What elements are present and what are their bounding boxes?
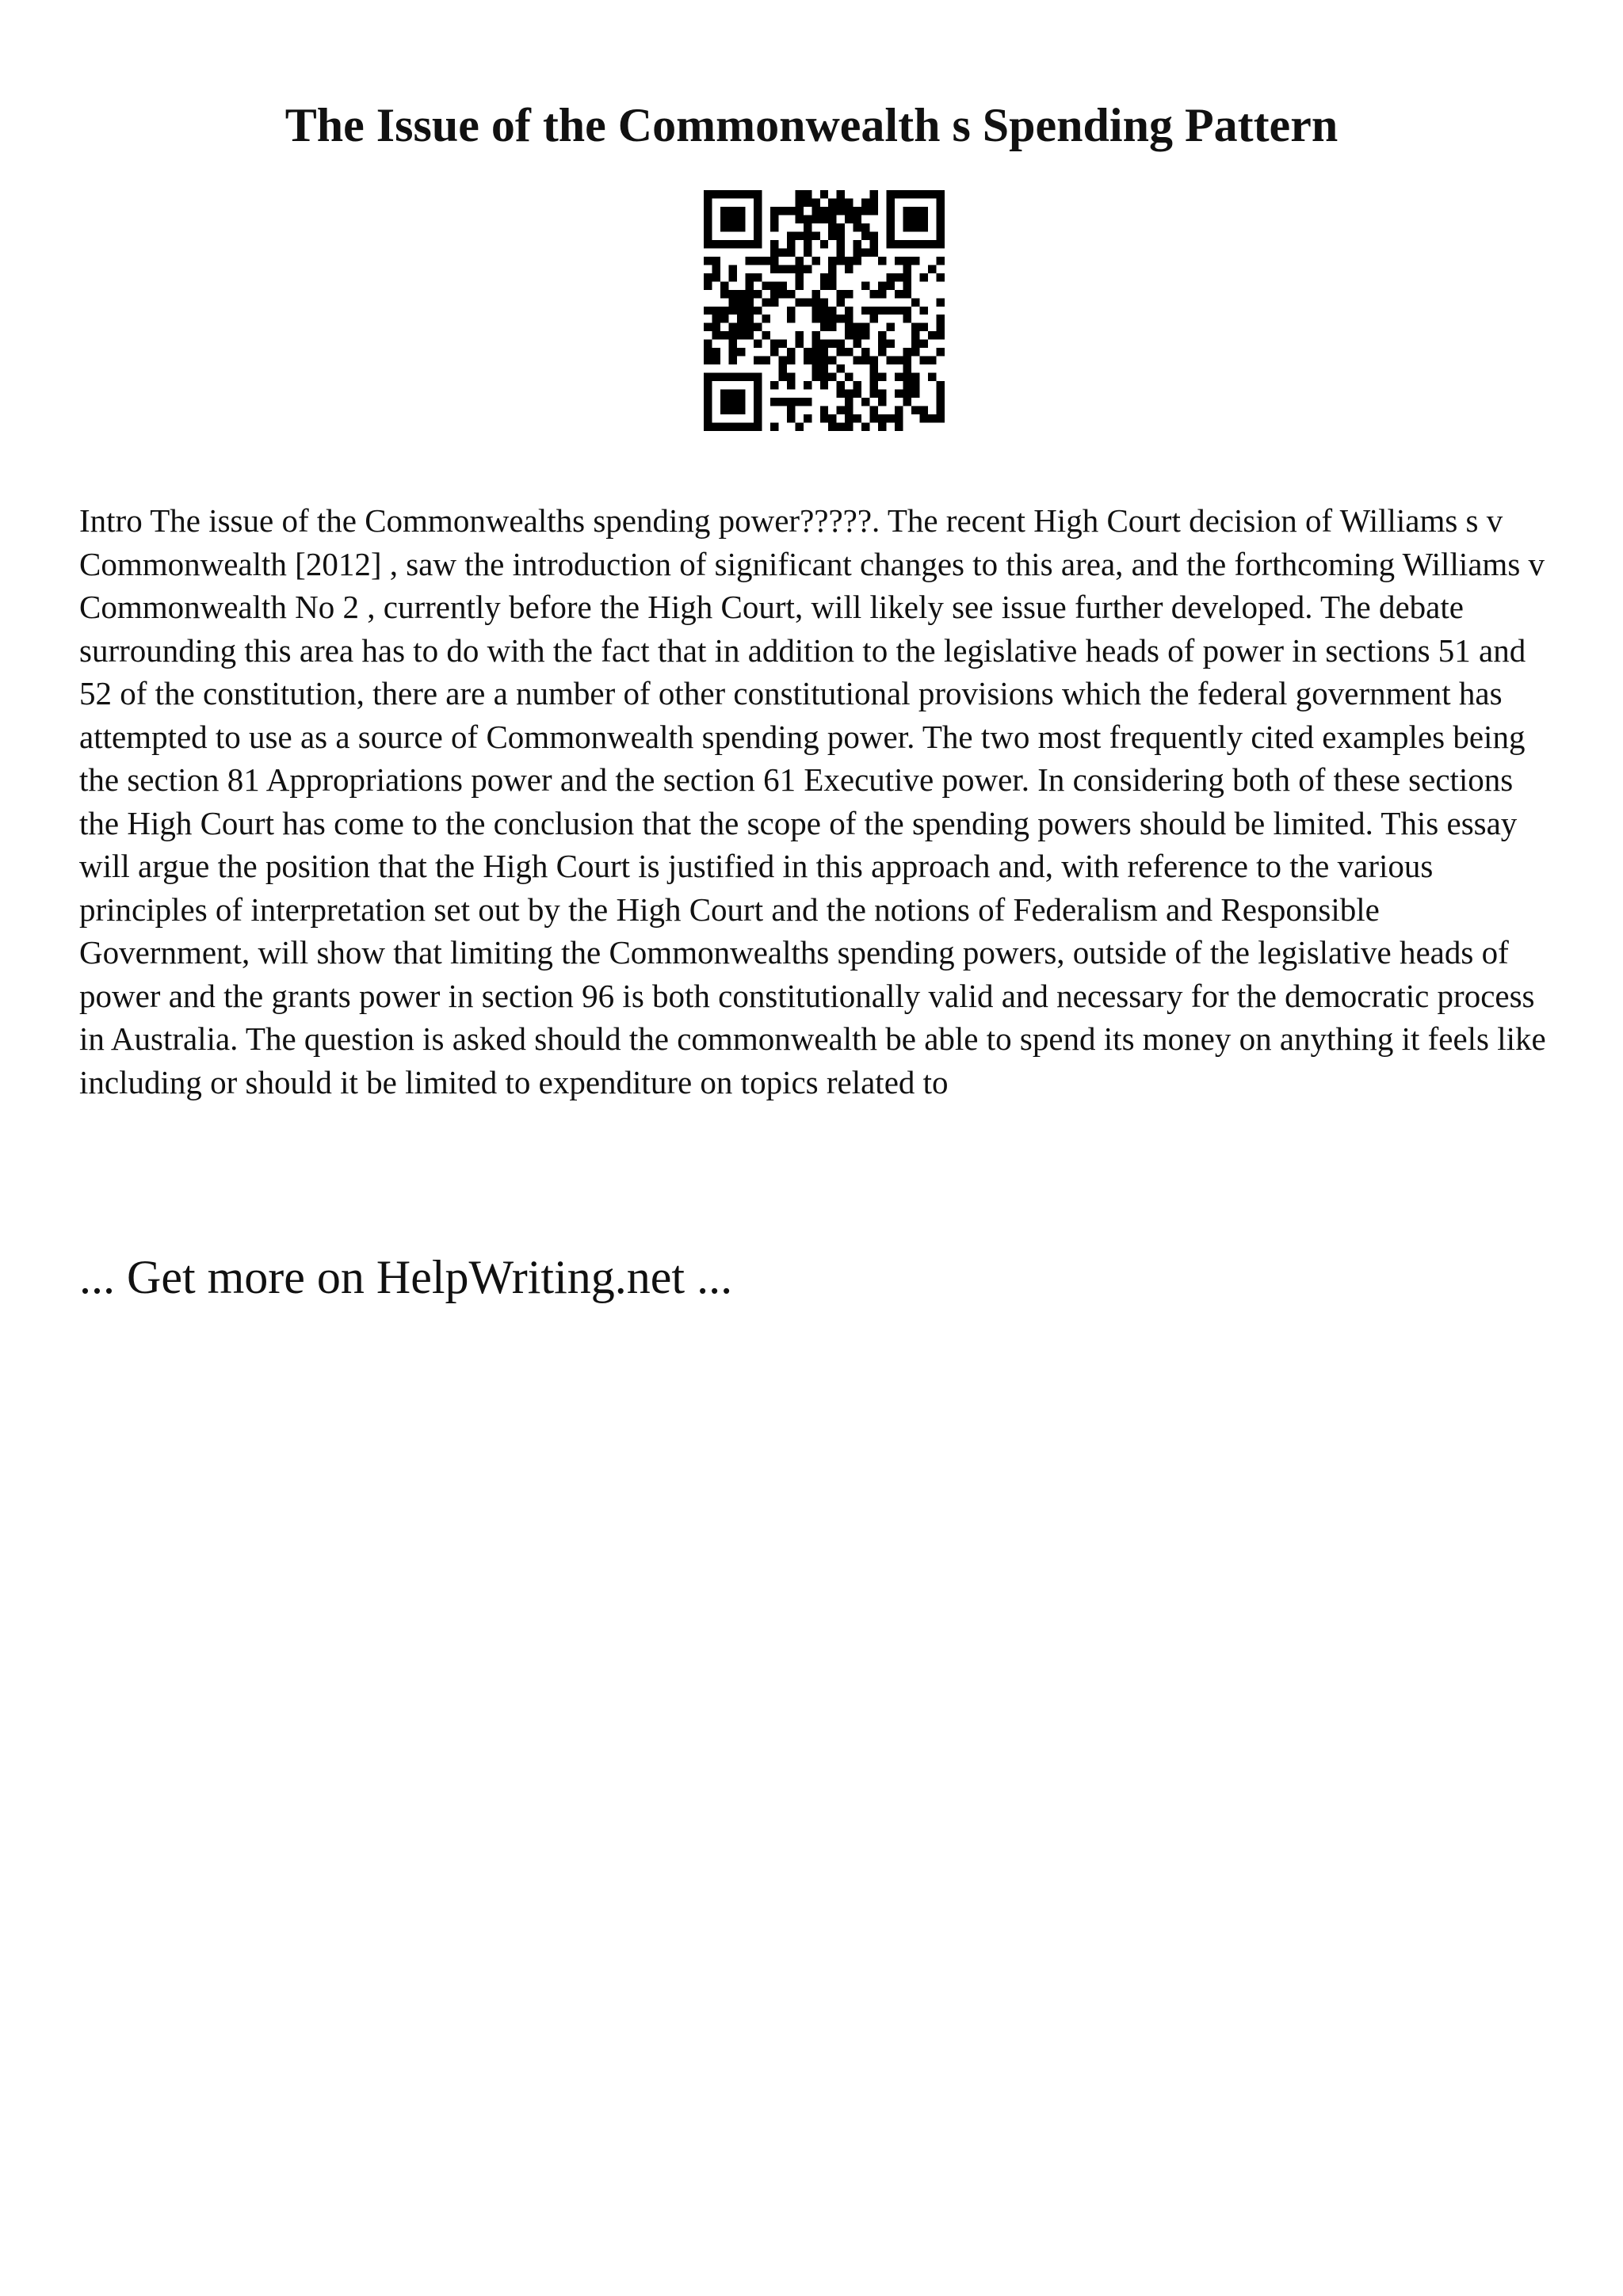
get-more-link[interactable]: ... Get more on HelpWriting.net ...: [79, 1251, 733, 1303]
qr-code-icon[interactable]: [704, 190, 945, 431]
essay-excerpt: Intro The issue of the Commonwealths spending power?????. The recent High Court decision of Williams s v Commonwealth [2012] , saw the introduction of significant changes to this area, and the forthcoming Williams v Commonwealth No 2 , currently before the High Court, will likely see issue further developed. The debate surrounding this area has to do with the fact that in addition to the legislative heads of power in sections 51 and 52 of the constitution, there are a number of other constitutional provisions which the federal government has attempted to use as a source of Commonwealth spending power. The two most frequently cited examples being the section 81 Appropriations power and the section 61 Executive power. In considering both of these sections the High Court has come to the conclusion that the scope of the spending powers should be limited. This essay will argue the position that the High Court is justified in this approach and, with reference to the various principles of interpretation set out by the High Court and the notions of Federalism and Responsible Government, will show that limiting the Commonwealths spending powers, outside of the legislative heads of power and the grants power in section 96 is both constitutionally valid and necessary for the democratic process in Australia. The question is asked should the commonwealth be able to spend its money on anything it feels like including or should it be limited to expenditure on topics related to: [79, 502, 1546, 1100]
document-title: The Issue of the Commonwealth s Spending Pattern: [285, 99, 1338, 151]
